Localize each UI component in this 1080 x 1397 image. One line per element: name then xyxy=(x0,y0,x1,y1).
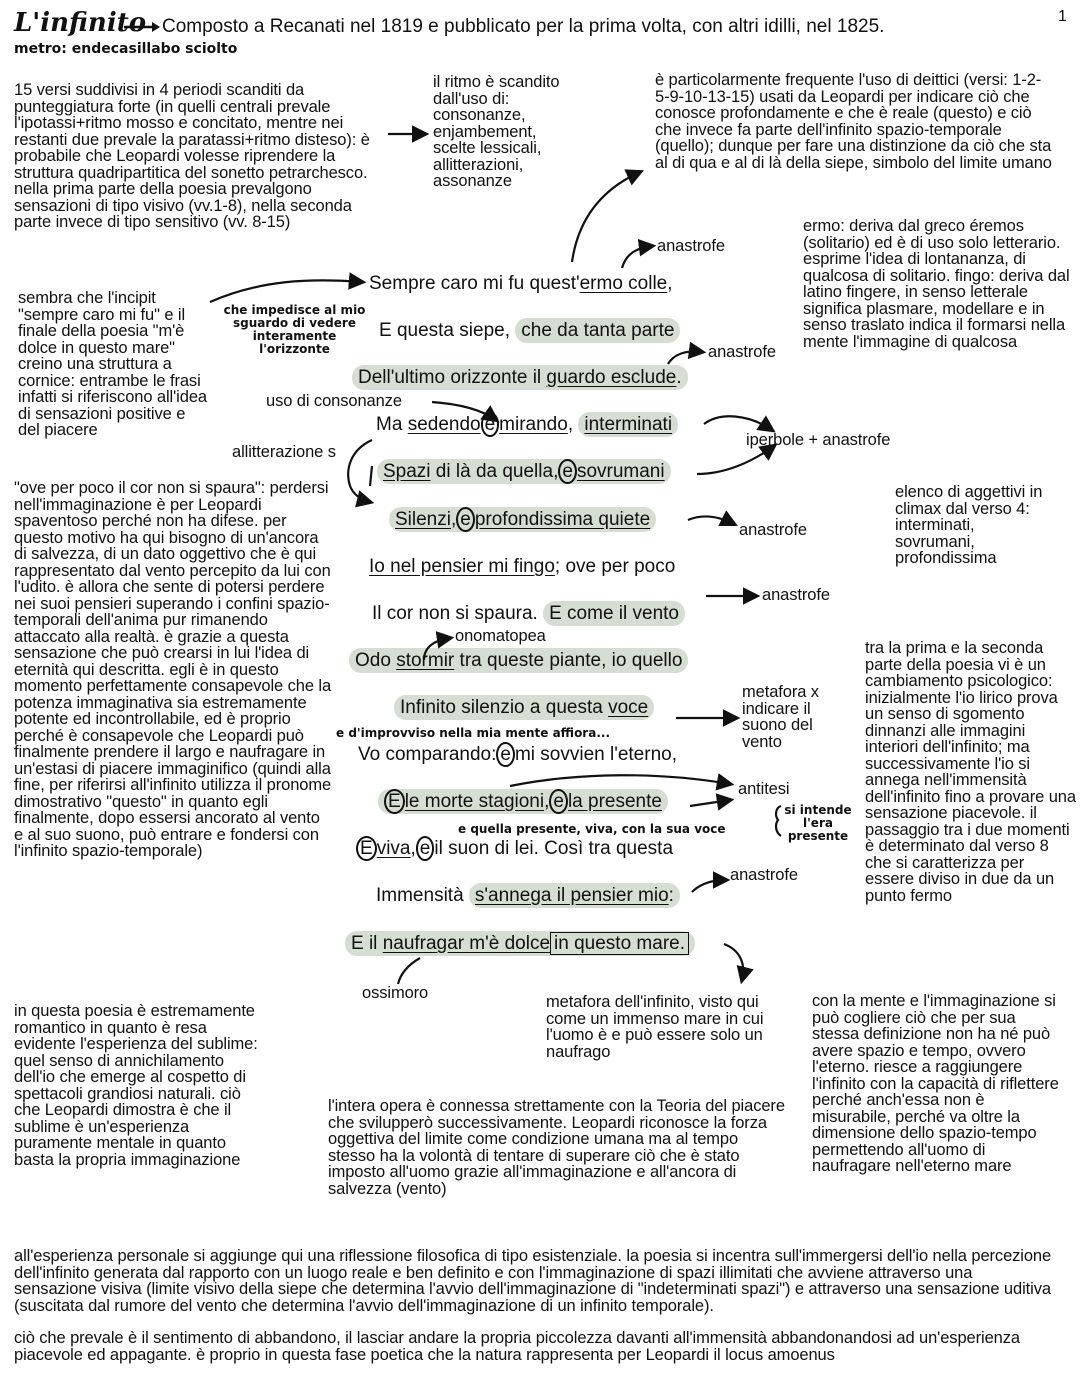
verse-10 xyxy=(394,697,654,719)
verse-13-viva: viva xyxy=(376,838,411,859)
arrow-anastrofe-3 xyxy=(688,517,734,524)
verse-8-highlight: E come il vento xyxy=(543,601,685,626)
verse-15-text: E il xyxy=(351,933,383,954)
note-rhythm: il ritmo è scandito dall'uso di: consonanze, enjambement, scelte lessicali, allitterazioni, assonanze xyxy=(433,73,560,190)
arrow-iperbole-1 xyxy=(704,416,772,430)
arrow-antitesi-1 xyxy=(510,775,730,786)
verse-15 xyxy=(345,933,695,955)
verse-6-silenzi: Silenzi xyxy=(395,509,451,530)
verse-7 xyxy=(369,556,675,578)
label-hand-presente: e quella presente, viva, con la sua voce xyxy=(458,822,726,836)
verse-10-voce: voce xyxy=(608,697,649,718)
verse-6-profondissima: profondissima quiete xyxy=(474,509,651,530)
note-spaura: "ove per poco il cor non si spaura": perdersi nell'immaginazione è per Leopardi spaventoso perché non ha difese. per questo motivo ha qui bisogno di un'ancora di salvezza, di un dato oggettivo che è qui rappresentato dal vento percepito da lui con l'udito. è allora che sente di potersi perdere nei suoi pensieri superando i confini spazio-temporali dell'anima pur rimanendo attaccato alla realtà. è grazie a questa sensazione che può crearsi in lui l'idea di eternità qui descritta. egli è in questo momento perfettamente consapevole che la potenza immaginativa sia estremamente potente ed incontrollabile, ed è proprio perché è consapevole che Leopardi può finalmente prendere il largo e naufragare in un'estasi di piacere immaginifico (quindi alla fine, per riferirsi all'infinito utilizza il pronome dimostrativo "questo" in quanto egli finalmente, dopo essersi ancorato al vento e al suo suono, può entrare e fondersi con l'infinito spazio-temporale) xyxy=(14,479,332,860)
verse-4-interminati: interminati xyxy=(578,412,678,437)
verse-12 xyxy=(378,791,668,813)
verse-14-annega: s'annega il pensier mio xyxy=(474,885,669,906)
metre: metro: endecasillabo sciolto xyxy=(14,41,238,57)
verse-12-e-circle-2: e xyxy=(549,789,568,814)
verse-9 xyxy=(349,650,688,672)
verse-1-text: Sempre caro mi fu quest' xyxy=(369,273,580,294)
note-mare-metaphor: metafora dell'infinito, visto qui come un immenso mare in cui l'uomo è e può essere solo un naufrago xyxy=(546,993,764,1061)
title-text: L'infinito xyxy=(14,8,147,38)
verse-2-highlight: che da tanta parte xyxy=(515,318,680,343)
note-bottom-1: all'esperienza personale si aggiunge qui una riflessione filosofica di tipo esistenziale. la poesia si incentra sull'immergersi dell'io nella percezione dell'infinito generata dal rapporto con un luogo reale e ben definito e con l'immaginazione di spazi illimitati che avviene attraverso una sensazione visiva (limite visivo della siepe che determina l'avvio dell'immaginazione di "indeterminati spazi") e attraverso una sensazione uditiva (suscitata dal rumore del vento che determina l'avvio dell'immaginazione di un infinito temporale). xyxy=(14,1247,1052,1315)
verse-5-spazi: Spazi xyxy=(383,461,431,482)
verse-15-naufragar: naufragar m'è dolce xyxy=(382,933,551,954)
note-structure: 15 versi suddivisi in 4 periodi scanditi da punteggiatura forte (in quelli centrali prevale l'ipotassi+ritmo mosso e concitato, mentre nei restanti due prevale la paratassi+ritmo disteso): è probabile che Leopardi volesse riprendere la struttura quadripartitica del sonetto petrarchesco. nella prima parte della poesia prevalgono sensazioni di tipo visivo (vv.1-8), nella seconda parte invece di tipo sensitivo (vv. 8-15) xyxy=(14,81,370,231)
label-iperbole: iperbole + anastrofe xyxy=(746,431,891,449)
verse-1 xyxy=(369,273,673,295)
verse-13-comma: , xyxy=(410,838,416,859)
label-hand-intende: si intende l'era presente xyxy=(784,803,852,843)
label-anastrofe-5: anastrofe xyxy=(730,866,798,884)
verse-6 xyxy=(389,509,656,531)
note-siepe-hand: che impedisce al mio sguardo di vedere interamente l'orizzonte xyxy=(223,303,366,356)
bracket-allitterazione xyxy=(348,440,372,502)
verse-14-text: Immensità xyxy=(376,885,469,906)
verse-4-ma: Ma xyxy=(376,414,408,435)
verse-6-comma: , xyxy=(450,509,457,530)
verse-2 xyxy=(379,320,680,342)
verse-13-text: il suon di lei. Così tra questa xyxy=(434,838,674,859)
verse-9-stormir: stormir xyxy=(396,650,455,671)
verse-3-text: Dell'ultimo orizzonte il xyxy=(358,367,547,388)
label-anastrofe-2: anastrofe xyxy=(708,343,776,361)
verse-12-morte-stagioni: le morte stagioni xyxy=(404,791,545,812)
verse-9-odo: Odo xyxy=(355,650,397,671)
note-ermo: ermo: deriva dal greco éremos (solitario) ed è di uso solo letterario. esprime l'idea di lontananza, di qualcosa di solitario. fingo: deriva dal latino fingere, in senso letterale significa plasmare, modellare e in senso traslato indica il formarsi nella mente l'immagine di qualcosa xyxy=(803,217,1070,351)
arrow-anastrofe-5 xyxy=(692,880,726,892)
note-bottom-2: ciò che prevale è il sentimento di abbandono, il lasciar andare la propria piccolezza davanti all'immensità abbandonandosi ad un'esperienza piacevole ed appagante. è proprio in questa fase poetica che la natura rappresenta per Leopardi il locus amoenus xyxy=(14,1329,1020,1364)
arrow-ossimoro xyxy=(398,958,420,984)
arrow-mare-down xyxy=(724,944,743,980)
verse-4-sedendo: sedendo xyxy=(407,414,481,435)
arrow-anastrofe-2 xyxy=(668,352,702,365)
verse-14 xyxy=(376,885,680,907)
verse-5-text: di là da quella, xyxy=(430,461,559,482)
verse-12-e-circle-1: E xyxy=(384,789,405,814)
note-deictics: è particolarmente frequente l'uso di deittici (versi: 1-2-5-9-10-13-15) usati da Leopardi per indicare ciò che conosce profondamente e che è reale (questo) e ciò che invece fa parte dell'infinito spazio-temporale (quello); dunque per fare una distinzione da ciò che sta al di qua e al di là della siepe, simbolo del limite umano xyxy=(655,71,1052,172)
label-ossimoro: ossimoro xyxy=(362,984,429,1002)
arrow-verse1-deictics xyxy=(572,172,640,262)
verse-4 xyxy=(376,414,678,436)
verse-3-guardo: guardo esclude xyxy=(546,367,677,388)
note-change: tra la prima e la seconda parte della poesia vi è un cambiamento psicologico: inizialmente l'io lirico prova un senso di sgomento dinnanzi alle immagini interiori dell'infinito; ma successivamente l'io si annega nell'immensità dell'infinito fino a provare una sensazione piacevole. il passaggio tra i due momenti è determinato dal verso 8 che si caratterizza per essere diviso in due da un punto fermo xyxy=(865,639,1076,905)
verse-3 xyxy=(352,367,688,389)
brace-presente xyxy=(776,806,781,836)
verse-5 xyxy=(377,461,671,483)
verse-15-questo-mare: in questo mare. xyxy=(550,932,689,955)
arrow-anastrofe-1 xyxy=(622,246,652,268)
arrow-antitesi-2 xyxy=(690,800,730,806)
label-metafora-vento: metafora x indicare il suono del vento xyxy=(742,683,819,751)
page-number: 1 xyxy=(1058,8,1067,25)
verse-14-colon: : xyxy=(668,885,674,906)
verse-13-e-circle-1: E xyxy=(356,836,377,861)
note-incipit: sembra che l'incipit "sempre caro mi fu" e il finale della poesia "m'è dolce in questo mare" creino una struttura a cornice: entrambe le frasi infatti si riferiscono all'idea di sensazioni positive e del piacere xyxy=(18,289,207,439)
verse-13 xyxy=(356,838,673,860)
note-teoria: l'intera opera è connessa strettamente con la Teoria del piacere che svilupperò successivamente. Leopardi riconosce la forza oggettiva del limite come condizione umana ma al tempo stesso ha la volontà di tentare di superare ciò che è stato imposto all'uomo grazie all'immaginazione e all'ancora di salvezza (vento) xyxy=(328,1097,785,1198)
label-uso-consonanze: uso di consonanze xyxy=(266,392,402,410)
verse-10-text: Infinito silenzio a questa xyxy=(400,697,609,718)
verse-8 xyxy=(372,603,685,625)
note-mind: con la mente e l'immaginazione si può cogliere ciò che per sua stessa definizione non ha né può avere spazio e tempo, ovvero l'eterno. riesce a raggiungere l'infinito con la capacità di riflettere perché anch'essa non è misurabile, perché va oltre la dimensione dello spazio-tempo permettendo all'uomo di naufragare nell'eterno mare xyxy=(812,992,1059,1175)
verse-1-ermo-colle: ermo colle xyxy=(579,273,668,294)
verse-11-text: Vo comparando: xyxy=(358,744,497,765)
verse-11-eterno: mi sovvien l'eterno, xyxy=(514,744,677,765)
title-arrow-icon xyxy=(124,20,160,30)
label-anastrofe-4: anastrofe xyxy=(762,586,830,604)
label-allitterazione: allitterazione s xyxy=(232,443,336,461)
verse-6-e-circle: e xyxy=(456,507,475,532)
verse-7-fingo: Io nel pensier mi fingo xyxy=(369,556,555,577)
label-anastrofe-3: anastrofe xyxy=(739,521,807,539)
label-onomatopea: onomatopea xyxy=(455,627,546,645)
subtitle: Composto a Recanati nel 1819 e pubblicato per la prima volta, con altri idilli, nel 1825. xyxy=(162,16,885,37)
verse-3-punct: . xyxy=(676,367,682,388)
verse-9-text: tra queste piante, io quello xyxy=(454,650,683,671)
note-romantic: in questa poesia è estremamente romantico in quanto è resa evidente l'esperienza del sublime: quel senso di annichilamento dell'io che emerge al cospetto di spettacoli grandiosi naturali. ciò che Leopardi dimostra è che il sublime è un'esperienza puramente mentale in quanto basta la propria immaginazione xyxy=(14,1002,258,1169)
verse-4-e-circle: e xyxy=(481,412,500,437)
verse-11-e-circle: e xyxy=(496,742,515,767)
arrow-iperbole-2 xyxy=(697,446,774,474)
verse-11 xyxy=(358,744,677,766)
verse-8-text: Il cor non si spaura. xyxy=(372,603,544,624)
verse-4-comma: , xyxy=(567,414,579,435)
verse-4-mirando: mirando xyxy=(499,414,568,435)
verse-2-text: E questa siepe, xyxy=(379,320,516,341)
note-climax: elenco di aggettivi in climax dal verso 4: interminati, sovrumani, profondissima xyxy=(895,483,1043,567)
label-antitesi: antitesi xyxy=(738,780,790,798)
verse-13-e-circle-2: e xyxy=(416,836,435,861)
label-anastrofe-1: anastrofe xyxy=(657,237,725,255)
verse-7-text: ; ove per poco xyxy=(554,556,676,577)
arrow-incipit-verse1 xyxy=(210,280,362,302)
verse-1-punct: , xyxy=(667,273,673,294)
verse-5-sovrumani: sovrumani xyxy=(576,461,665,482)
verse-5-e-circle: e xyxy=(558,459,577,484)
verse-12-comma: , xyxy=(544,791,550,812)
verse-12-presente: la presente xyxy=(567,791,662,812)
label-hand-improvviso: e d'improvviso nella mia mente affiora... xyxy=(336,726,611,740)
